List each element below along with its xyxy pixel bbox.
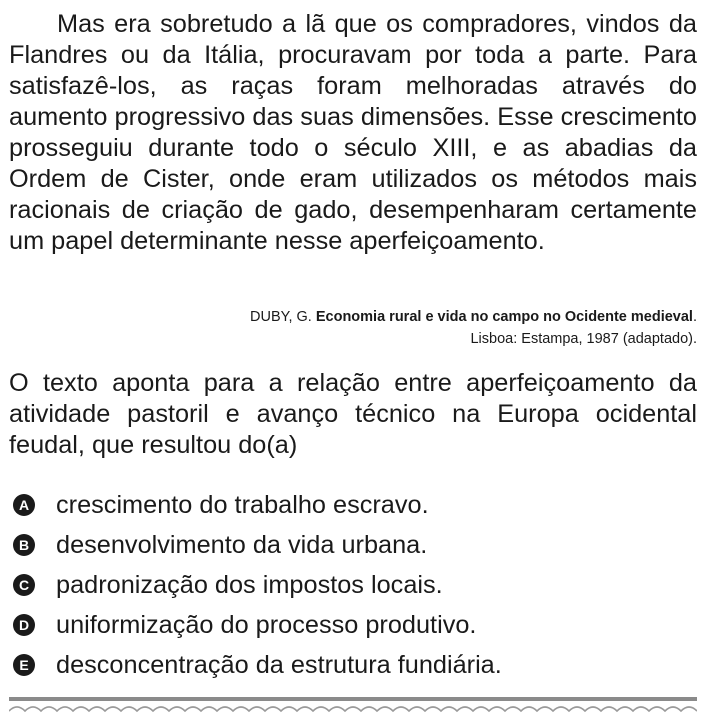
answer-options xyxy=(13,485,502,685)
citation-author: DUBY, G. xyxy=(250,309,312,325)
decorative-wave-divider xyxy=(9,697,697,720)
option-e-letter-icon: E xyxy=(13,654,35,676)
option-a[interactable] xyxy=(13,485,502,525)
option-b-text: desenvolvimento da vida urbana. xyxy=(56,530,428,559)
option-e-text: desconcentração da estrutura fundiária. xyxy=(56,650,502,679)
option-b-letter-icon: B xyxy=(13,534,35,556)
option-d-text: uniformização do processo produtivo. xyxy=(56,610,477,639)
option-d-letter-icon: D xyxy=(13,614,35,636)
citation-title: Economia rural e vida no campo no Ocidente medieval xyxy=(315,309,693,325)
citation xyxy=(250,306,697,350)
option-b[interactable] xyxy=(13,525,502,565)
option-a-letter-icon: A xyxy=(13,494,35,516)
option-d[interactable] xyxy=(13,605,502,645)
citation-title-end: . xyxy=(692,309,697,325)
citation-publisher: Lisboa: Estampa, 1987 (adaptado). xyxy=(470,331,697,347)
option-c-letter-icon: C xyxy=(13,574,35,596)
option-c[interactable] xyxy=(13,565,502,605)
citation-line-1 xyxy=(250,306,697,328)
option-e[interactable] xyxy=(13,645,502,685)
question-stem: O texto aponta para a relação entre aperfeiçoamento da atividade pastoril e avanço técnico na Europa ocidental feudal, que resultou do(a) xyxy=(9,369,697,459)
passage-text xyxy=(9,9,697,257)
option-c-text: padronização dos impostos locais. xyxy=(56,570,443,599)
option-a-text: crescimento do trabalho escravo. xyxy=(56,490,429,519)
passage-body: Mas era sobretudo a lã que os compradores, vindos da Flandres ou da Itália, procuravam por toda a parte. Para satisfazê-los, as raças foram melhoradas através do aumento progressivo das suas dimensões. Esse crescimento prosseguiu durante todo o século XIII, e as abadias da Ordem de Cister, onde eram utilizados os métodos mais racionais de criação de gado, desempenharam certamente um papel determinante nesse aperfeiçoamento. xyxy=(9,10,697,255)
